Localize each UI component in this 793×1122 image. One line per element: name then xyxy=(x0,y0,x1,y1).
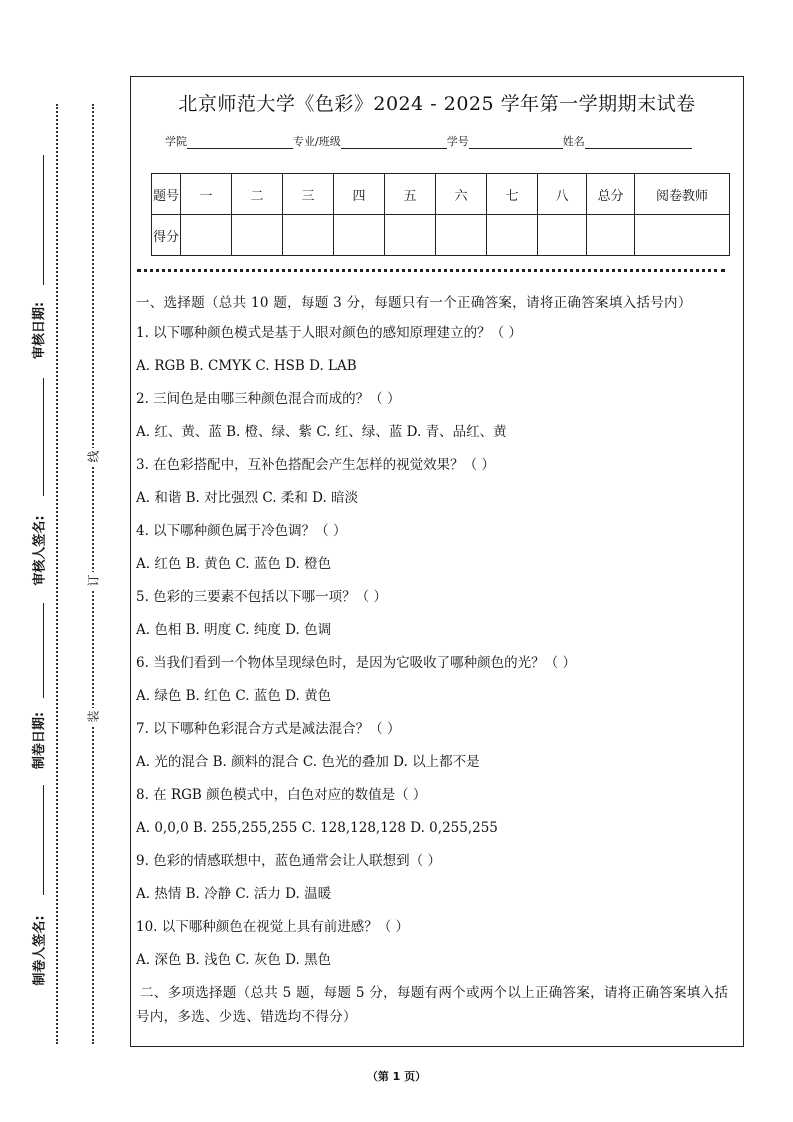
score-table-cell: 得分 xyxy=(152,215,181,256)
score-table-cell: 总分 xyxy=(587,174,635,215)
side-label-maker-signature xyxy=(22,900,54,1000)
exam-body xyxy=(136,291,739,1029)
binding-mark-staple: 订 xyxy=(84,572,102,589)
question: 1. 以下哪种颜色模式是基于人眼对颜色的感知原理建立的？（ ） xyxy=(136,325,522,341)
score-cell[interactable] xyxy=(487,215,538,256)
question: 4. 以下哪种颜色属于冷色调？（ ） xyxy=(136,523,347,539)
score-table-cell: 六 xyxy=(436,174,487,215)
college-label: 学院 xyxy=(165,135,187,148)
score-cell[interactable] xyxy=(436,215,487,256)
question: 10. 以下哪种颜色在视觉上具有前进感？（ ） xyxy=(136,919,410,935)
signature-line xyxy=(43,155,44,285)
question: 6. 当我们看到一个物体呈现绿色时，是因为它吸收了哪种颜色的光？（ ） xyxy=(136,655,576,671)
score-table-cell: 阅卷教师 xyxy=(635,174,730,215)
side-label-text: 审核日期: xyxy=(32,301,48,359)
college-field[interactable] xyxy=(187,136,293,149)
name-label: 姓名 xyxy=(562,135,585,148)
name-field[interactable] xyxy=(585,136,692,149)
student-id-field[interactable] xyxy=(469,136,563,149)
score-table-cell: 一 xyxy=(181,174,232,215)
side-label-text: 制卷日期: xyxy=(32,711,48,769)
score-table-cell: 二 xyxy=(232,174,283,215)
side-label-maker-date xyxy=(22,700,54,780)
exam-sheet xyxy=(130,76,744,1047)
score-cell[interactable] xyxy=(181,215,232,256)
question-options: A. RGB B. CMYK C. HSB D. LAB xyxy=(136,358,357,374)
question-options: A. 和谐 B. 对比强烈 C. 柔和 D. 暗淡 xyxy=(136,490,359,506)
section-1-heading: 一、选择题（总共 10 题，每题 3 分，每题只有一个正确答案，请将正确答案填入括号内） xyxy=(136,295,692,311)
question-options: A. 0,0,0 B. 255,255,255 C. 128,128,128 D. 0,255,255 xyxy=(136,820,498,836)
section-2-heading: 二、多项选择题（总共 5 题，每题 5 分，每题有两个或两个以上正确答案，请将正确答案填入括号内，多选、少选、错选均不得分） xyxy=(136,985,729,1025)
side-label-text: 审核人签名: xyxy=(32,514,48,586)
question-options: A. 光的混合 B. 颜料的混合 C. 色光的叠加 D. 以上都不是 xyxy=(136,754,480,770)
question-options: A. 深色 B. 浅色 C. 灰色 D. 黑色 xyxy=(136,952,332,968)
score-table-cell: 七 xyxy=(487,174,538,215)
score-table xyxy=(151,173,730,256)
score-table-cell: 四 xyxy=(334,174,385,215)
exam-title: 北京师范大学《色彩》2024 - 2025 学年第一学期期末试卷 xyxy=(178,93,696,115)
score-cell[interactable] xyxy=(283,215,334,256)
binding-mark-line: 线 xyxy=(84,448,102,465)
question: 3. 在色彩搭配中，互补色搭配会产生怎样的视觉效果？（ ） xyxy=(136,457,495,473)
score-table-cell: 三 xyxy=(283,174,334,215)
side-label-text: 制卷人签名: xyxy=(32,914,48,986)
question: 9. 色彩的情感联想中，蓝色通常会让人联想到（ ） xyxy=(136,853,441,869)
question-options: A. 绿色 B. 红色 C. 蓝色 D. 黄色 xyxy=(136,688,332,704)
score-table-cell: 五 xyxy=(385,174,436,215)
signature-line xyxy=(43,785,44,895)
question-options: A. 红、黄、蓝 B. 橙、绿、紫 C. 红、绿、蓝 D. 青、品红、黄 xyxy=(136,424,507,440)
question-options: A. 色相 B. 明度 C. 纯度 D. 色调 xyxy=(136,622,332,638)
major-field[interactable] xyxy=(341,136,447,149)
student-id-label: 学号 xyxy=(446,135,469,148)
question: 5. 色彩的三要素不包括以下哪一项？（ ） xyxy=(136,589,387,605)
question: 2. 三间色是由哪三种颜色混合而成的？（ ） xyxy=(136,391,401,407)
score-table-header-row xyxy=(152,174,730,215)
score-cell[interactable] xyxy=(635,215,730,256)
binding-mark-bind: 装 xyxy=(84,708,102,725)
major-label: 专业/班级 xyxy=(293,135,341,148)
score-cell[interactable] xyxy=(385,215,436,256)
signature-line xyxy=(43,378,44,496)
question: 7. 以下哪种色彩混合方式是减法混合？（ ） xyxy=(136,721,401,737)
score-cell[interactable] xyxy=(232,215,283,256)
page-number: （第 1 页） xyxy=(366,1070,427,1083)
score-cell[interactable] xyxy=(538,215,587,256)
score-table-score-row xyxy=(152,215,730,256)
binding-dotted-line xyxy=(56,104,58,1044)
side-label-reviewer-signature xyxy=(22,500,54,600)
side-label-reviewer-date xyxy=(22,290,54,370)
score-cell[interactable] xyxy=(334,215,385,256)
score-table-cell: 题号 xyxy=(152,174,181,215)
score-table-cell: 八 xyxy=(538,174,587,215)
question: 8. 在 RGB 颜色模式中，白色对应的数值是（ ） xyxy=(136,787,427,803)
question-options: A. 热情 B. 冷静 C. 活力 D. 温暖 xyxy=(136,886,332,902)
score-cell[interactable] xyxy=(587,215,635,256)
signature-line xyxy=(43,603,44,698)
student-info-row xyxy=(165,133,692,149)
question-options: A. 红色 B. 黄色 C. 蓝色 D. 橙色 xyxy=(136,556,332,572)
dotted-separator xyxy=(137,269,725,272)
